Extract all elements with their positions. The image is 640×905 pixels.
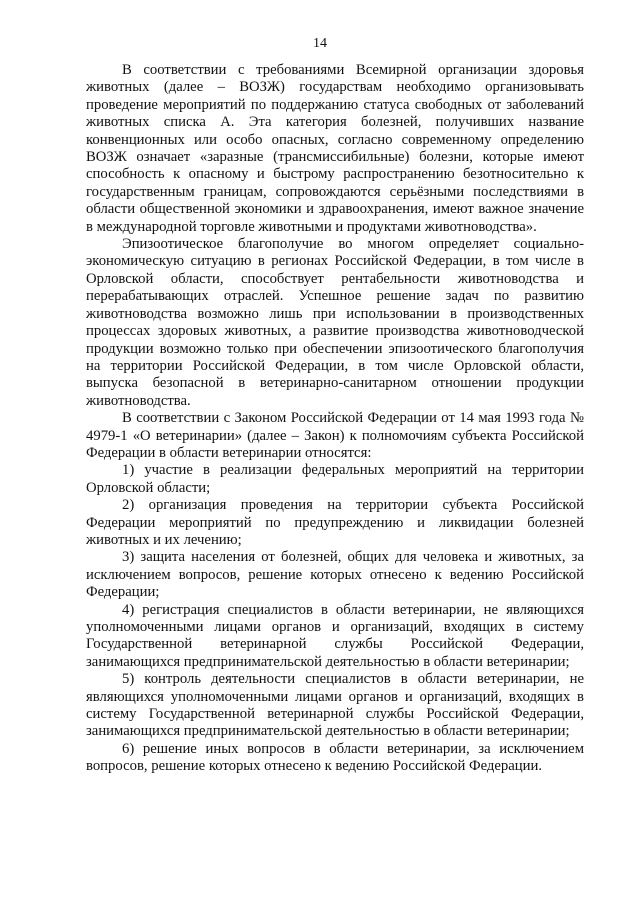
paragraph-epizootic-wellbeing: Эпизоотическое благополучие во многом определяет социально-экономическую ситуацию в регионах Российской Федерации, в том числе в Орловской области, способствует рентабельности животноводства и перерабатывающих отраслей. Успешное решение задач по развитию животноводства возможно лишь при использовании в производственных процессах здоровых животных, а развитие производства животноводческой продукции возможно только при обеспечении эпизоотического благополучия на территории Российской Федерации, в том числе Орловской области, выпуска безопасной в ветеринарно-санитарном отношении продукции животноводства. (86, 236, 584, 409)
paragraph-vozzh-requirements: В соответствии с требованиями Всемирной организации здоровья животных (далее – ВОЗЖ) государствам необходимо организовывать проведение мероприятий по поддержанию статуса свободных от заболеваний животных списка А. Эта категория болезней, получивших название конвенционных или особо опасных, согласно современному определению ВОЗЖ означает «заразные (трансмиссибильные) болезни, которые имеют способность к опасному и быстрому распространению безотносительно к государственным границам, сопровождаются серьёзными последствиями в области общественной экономики и здравоохранения, имеют важное значение в международной торговле животными и продуктами животноводства». (86, 62, 584, 235)
list-item-6: 6) решение иных вопросов в области ветеринарии, за исключением вопросов, решение которых отнесено к ведению Российской Федерации. (86, 740, 584, 775)
list-item-3: 3) защита населения от болезней, общих для человека и животных, за исключением вопросов, решение которых отнесено к ведению Российской Федерации; (86, 549, 584, 601)
list-item-2: 2) организация проведения на территории субъекта Российской Федерации мероприятий по предупреждению и ликвидации болезней животных и их лечению; (86, 497, 584, 548)
paragraph-law-reference: В соответствии с Законом Российской Федерации от 14 мая 1993 года № 4979-1 «О ветеринарии» (далее – Закон) к полномочиям субъекта Российской Федерации в области ветеринарии относятся: (86, 410, 584, 461)
list-item-4: 4) регистрация специалистов в области ветеринарии, не являющихся уполномоченными лицами органов и организаций, входящих в систему Государственной ветеринарной службы Российской Федерации, занимающихся предпринимательской деятельностью в области ветеринарии; (86, 601, 584, 670)
document-body (86, 62, 584, 776)
list-item-5: 5) контроль деятельности специалистов в области ветеринарии, не являющихся уполномоченными лицами органов и организаций, входящих в систему Государственной ветеринарной службы Российской Федерации, занимающихся предпринимательской деятельностью в области ветеринарии; (86, 671, 584, 740)
page-number: 14 (313, 36, 327, 51)
list-item-1: 1) участие в реализации федеральных мероприятий на территории Орловской области; (86, 462, 584, 496)
